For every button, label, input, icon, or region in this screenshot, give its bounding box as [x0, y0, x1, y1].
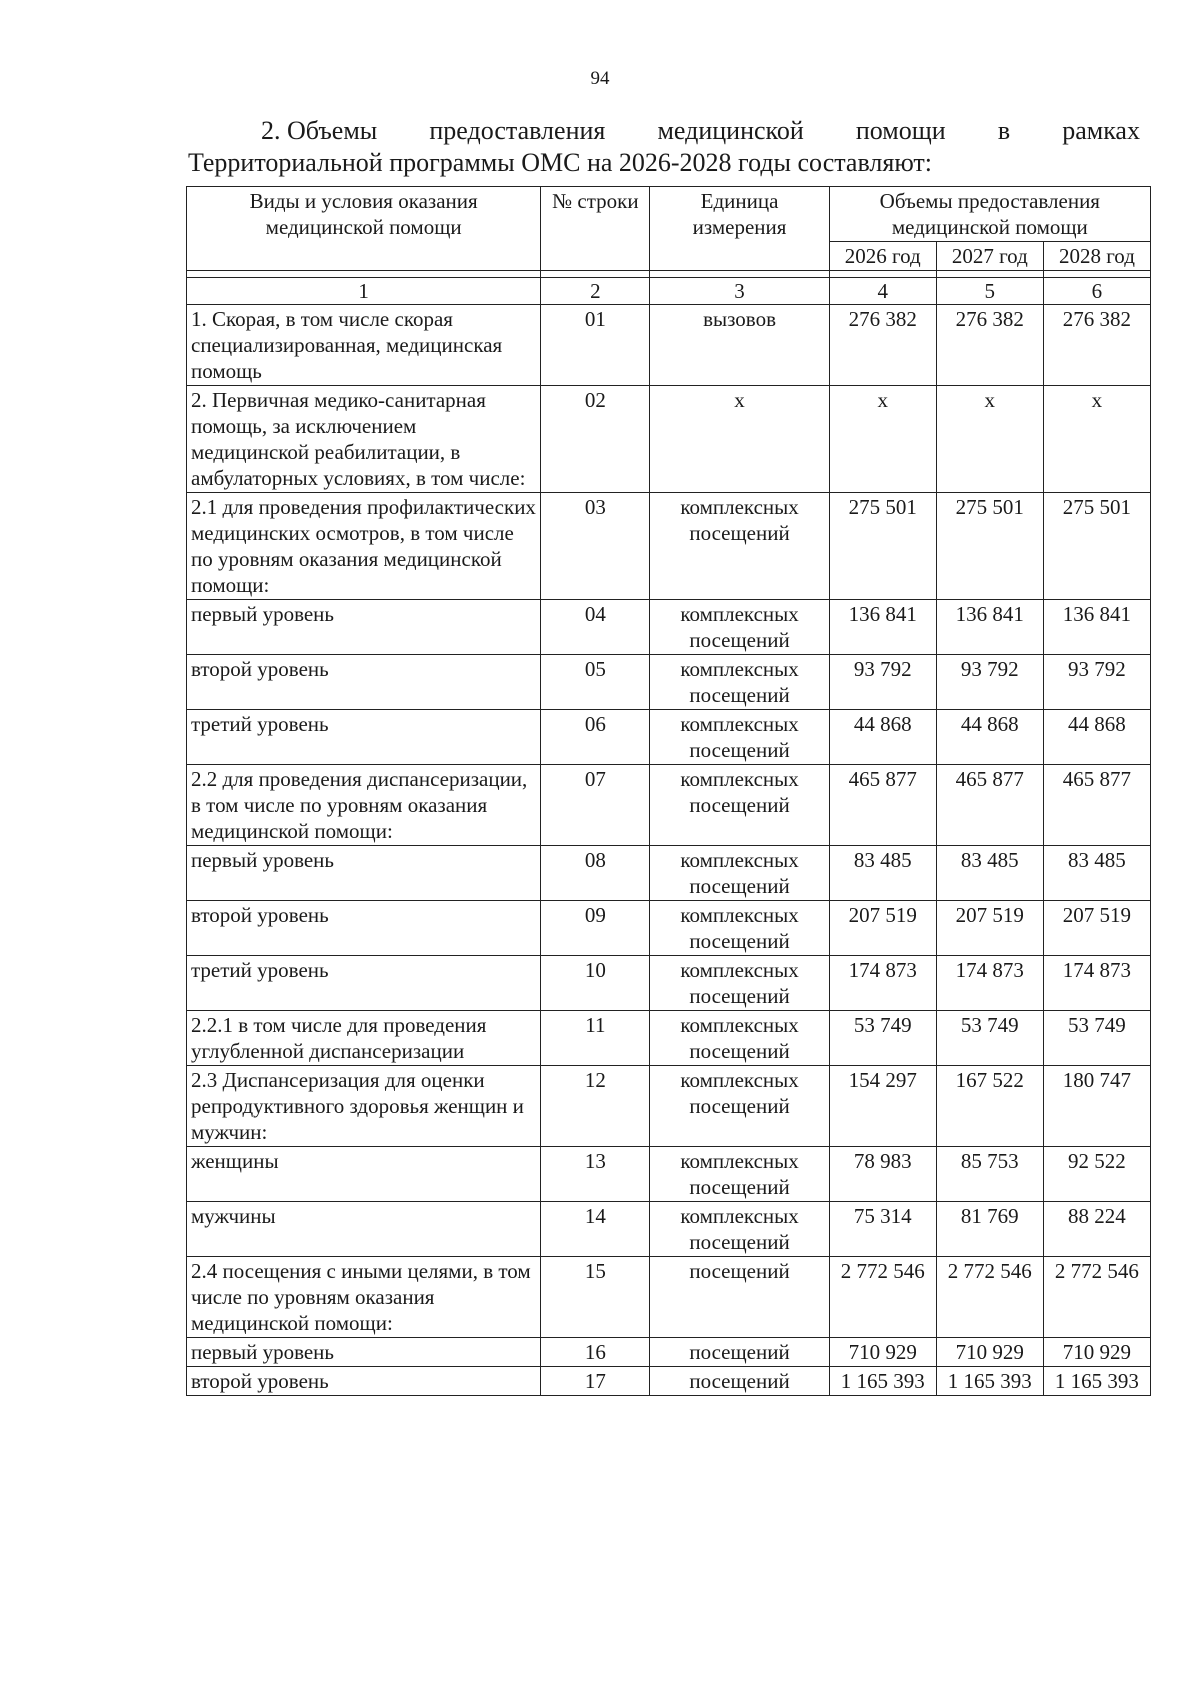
table-row — [187, 1147, 1151, 1202]
row-value-2026: 2 772 546 — [829, 1257, 936, 1338]
row-unit: комплексных посещений — [650, 493, 829, 600]
column-number: 6 — [1043, 278, 1150, 305]
row-unit: комплексных посещений — [650, 1011, 829, 1066]
row-number: 04 — [541, 600, 650, 655]
heading-word: в — [997, 116, 1011, 145]
row-value-2026: 207 519 — [829, 901, 936, 956]
row-number: 15 — [541, 1257, 650, 1338]
row-value-2028: 136 841 — [1043, 600, 1150, 655]
row-value-2028: х — [1043, 386, 1150, 493]
row-value-2027: 276 382 — [936, 305, 1043, 386]
row-value-2028: 1 165 393 — [1043, 1367, 1150, 1396]
table-row — [187, 1257, 1151, 1338]
row-number: 06 — [541, 710, 650, 765]
row-value-2027: 275 501 — [936, 493, 1043, 600]
row-value-2028: 53 749 — [1043, 1011, 1150, 1066]
header-separator — [187, 271, 1151, 278]
row-name: первый уровень — [187, 846, 541, 901]
row-value-2026: х — [829, 386, 936, 493]
row-value-2028: 88 224 — [1043, 1202, 1150, 1257]
row-name: второй уровень — [187, 901, 541, 956]
row-number: 11 — [541, 1011, 650, 1066]
row-value-2026: 465 877 — [829, 765, 936, 846]
row-name: 2.1 для проведения профилактических медицинских осмотров, в том числе по уровням оказания медицинской помощи: — [187, 493, 541, 600]
row-number: 03 — [541, 493, 650, 600]
row-value-2027: 83 485 — [936, 846, 1043, 901]
row-unit: комплексных посещений — [650, 1066, 829, 1147]
header-care-types: Виды и условия оказания медицинской помощи — [187, 187, 541, 271]
row-value-2028: 83 485 — [1043, 846, 1150, 901]
table-row — [187, 765, 1151, 846]
row-number: 10 — [541, 956, 650, 1011]
row-name: 2. Первичная медико-санитарная помощь, за исключением медицинской реабилитации, в амбулаторных условиях, в том числе: — [187, 386, 541, 493]
medical-care-volumes-table — [186, 186, 1151, 1396]
row-value-2026: 44 868 — [829, 710, 936, 765]
row-value-2026: 53 749 — [829, 1011, 936, 1066]
table-row — [187, 846, 1151, 901]
row-value-2028: 174 873 — [1043, 956, 1150, 1011]
table-row — [187, 1202, 1151, 1257]
heading-word: 2. Объемы — [261, 116, 378, 145]
table-header-row — [187, 187, 1151, 242]
row-name: 2.4 посещения с иными целями, в том числе по уровням оказания медицинской помощи: — [187, 1257, 541, 1338]
row-number: 16 — [541, 1338, 650, 1367]
row-unit: комплексных посещений — [650, 846, 829, 901]
row-value-2028: 92 522 — [1043, 1147, 1150, 1202]
row-name: третий уровень — [187, 710, 541, 765]
row-value-2028: 2 772 546 — [1043, 1257, 1150, 1338]
row-number: 17 — [541, 1367, 650, 1396]
row-value-2028: 207 519 — [1043, 901, 1150, 956]
row-number: 14 — [541, 1202, 650, 1257]
row-number: 05 — [541, 655, 650, 710]
header-year-2026: 2026 год — [829, 242, 936, 271]
row-value-2027: 2 772 546 — [936, 1257, 1043, 1338]
row-unit: комплексных посещений — [650, 655, 829, 710]
table-row — [187, 493, 1151, 600]
header-unit: Единица измерения — [650, 187, 829, 271]
row-unit: комплексных посещений — [650, 765, 829, 846]
heading-word: медицинской — [657, 116, 804, 145]
page-number: 94 — [590, 68, 610, 89]
column-number: 3 — [650, 278, 829, 305]
row-value-2027: 174 873 — [936, 956, 1043, 1011]
row-unit: комплексных посещений — [650, 710, 829, 765]
row-unit: посещений — [650, 1367, 829, 1396]
row-value-2026: 75 314 — [829, 1202, 936, 1257]
table-row — [187, 1011, 1151, 1066]
row-value-2026: 93 792 — [829, 655, 936, 710]
row-value-2027: 53 749 — [936, 1011, 1043, 1066]
row-value-2026: 1 165 393 — [829, 1367, 936, 1396]
row-value-2026: 83 485 — [829, 846, 936, 901]
row-name: 2.3 Диспансеризация для оценки репродуктивного здоровья женщин и мужчин: — [187, 1066, 541, 1147]
row-value-2026: 174 873 — [829, 956, 936, 1011]
row-unit: комплексных посещений — [650, 901, 829, 956]
row-number: 01 — [541, 305, 650, 386]
table-row — [187, 901, 1151, 956]
table-row — [187, 710, 1151, 765]
row-value-2028: 465 877 — [1043, 765, 1150, 846]
table-row — [187, 655, 1151, 710]
row-name: первый уровень — [187, 1338, 541, 1367]
row-number: 02 — [541, 386, 650, 493]
table-row — [187, 956, 1151, 1011]
row-unit: вызовов — [650, 305, 829, 386]
table-row — [187, 600, 1151, 655]
row-number: 09 — [541, 901, 650, 956]
column-number-row — [187, 278, 1151, 305]
header-year-2027: 2027 год — [936, 242, 1043, 271]
row-unit: комплексных посещений — [650, 1147, 829, 1202]
header-volumes: Объемы предоставления медицинской помощи — [829, 187, 1150, 242]
row-value-2027: 710 929 — [936, 1338, 1043, 1367]
heading-word: помощи — [855, 116, 946, 145]
header-row-number: № строки — [541, 187, 650, 271]
row-unit: комплексных посещений — [650, 600, 829, 655]
table-row — [187, 305, 1151, 386]
row-number: 08 — [541, 846, 650, 901]
table-row — [187, 1338, 1151, 1367]
row-value-2028: 710 929 — [1043, 1338, 1150, 1367]
column-number: 5 — [936, 278, 1043, 305]
row-name: женщины — [187, 1147, 541, 1202]
row-value-2027: 85 753 — [936, 1147, 1043, 1202]
column-number: 1 — [187, 278, 541, 305]
row-value-2027: 81 769 — [936, 1202, 1043, 1257]
row-value-2026: 78 983 — [829, 1147, 936, 1202]
row-value-2027: 93 792 — [936, 655, 1043, 710]
row-unit: х — [650, 386, 829, 493]
row-unit: комплексных посещений — [650, 1202, 829, 1257]
table-row — [187, 1367, 1151, 1396]
row-value-2028: 275 501 — [1043, 493, 1150, 600]
section-heading-line-1 — [261, 116, 1140, 146]
row-value-2028: 44 868 — [1043, 710, 1150, 765]
row-name: 2.2.1 в том числе для проведения углубленной диспансеризации — [187, 1011, 541, 1066]
row-unit: посещений — [650, 1338, 829, 1367]
row-number: 13 — [541, 1147, 650, 1202]
row-number: 07 — [541, 765, 650, 846]
row-value-2026: 154 297 — [829, 1066, 936, 1147]
row-value-2027: 167 522 — [936, 1066, 1043, 1147]
row-name: второй уровень — [187, 1367, 541, 1396]
row-value-2027: 136 841 — [936, 600, 1043, 655]
heading-word: рамках — [1062, 116, 1140, 145]
row-value-2026: 275 501 — [829, 493, 936, 600]
row-name: мужчины — [187, 1202, 541, 1257]
row-name: третий уровень — [187, 956, 541, 1011]
row-value-2027: 465 877 — [936, 765, 1043, 846]
row-unit: комплексных посещений — [650, 956, 829, 1011]
table-row — [187, 386, 1151, 493]
row-name: второй уровень — [187, 655, 541, 710]
row-unit: посещений — [650, 1257, 829, 1338]
row-value-2027: 44 868 — [936, 710, 1043, 765]
row-value-2028: 276 382 — [1043, 305, 1150, 386]
row-number: 12 — [541, 1066, 650, 1147]
table-row — [187, 1066, 1151, 1147]
row-value-2026: 136 841 — [829, 600, 936, 655]
row-value-2028: 93 792 — [1043, 655, 1150, 710]
row-value-2026: 276 382 — [829, 305, 936, 386]
row-value-2027: х — [936, 386, 1043, 493]
row-value-2027: 207 519 — [936, 901, 1043, 956]
column-number: 4 — [829, 278, 936, 305]
row-name: первый уровень — [187, 600, 541, 655]
row-value-2028: 180 747 — [1043, 1066, 1150, 1147]
column-number: 2 — [541, 278, 650, 305]
row-name: 2.2 для проведения диспансеризации, в том числе по уровням оказания медицинской помощи: — [187, 765, 541, 846]
row-value-2026: 710 929 — [829, 1338, 936, 1367]
section-heading-line-2: Территориальной программы ОМС на 2026-2028 годы составляют: — [188, 148, 932, 177]
table-body — [187, 305, 1151, 1396]
header-year-2028: 2028 год — [1043, 242, 1150, 271]
heading-word: предоставления — [429, 116, 606, 145]
row-value-2027: 1 165 393 — [936, 1367, 1043, 1396]
row-name: 1. Скорая, в том числе скорая специализированная, медицинская помощь — [187, 305, 541, 386]
